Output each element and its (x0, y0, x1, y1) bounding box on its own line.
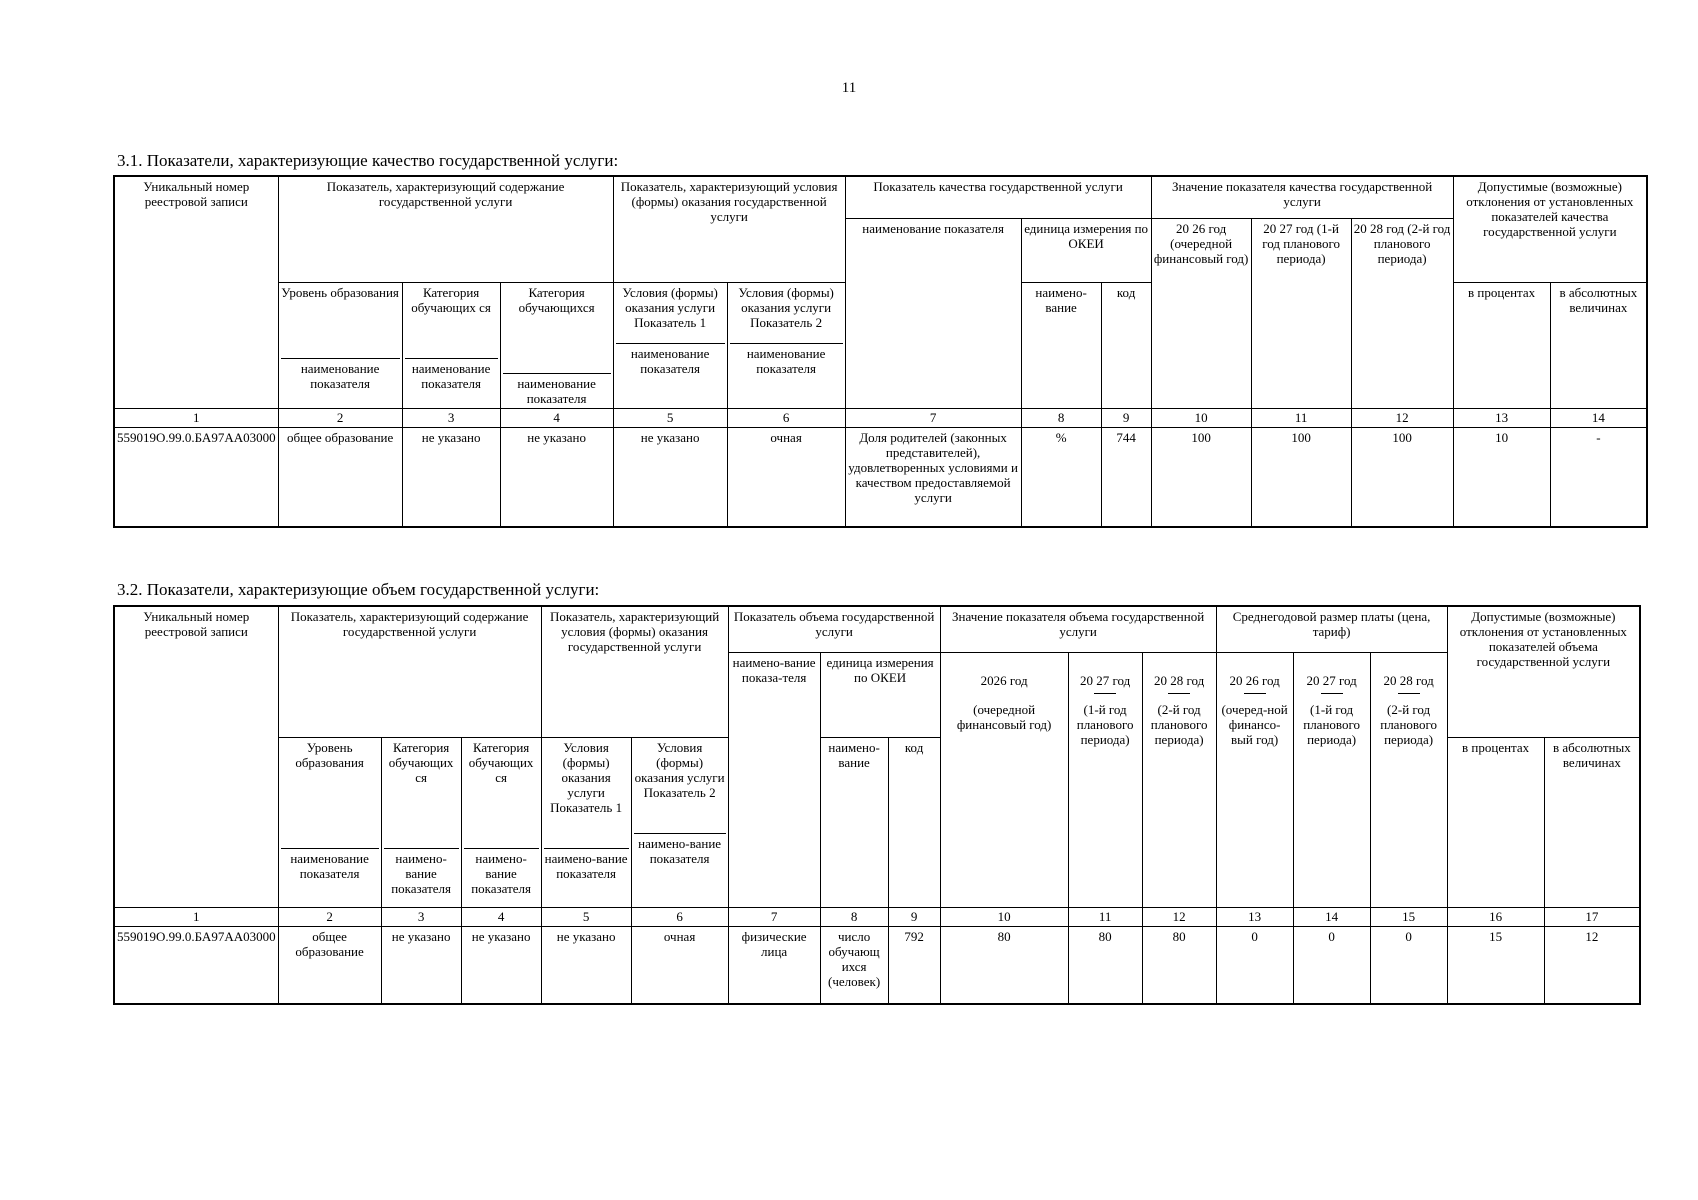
col-number: 5 (613, 408, 727, 427)
cell-deviation-absolute: 12 (1544, 926, 1640, 1004)
header-deviation: Допустимые (возможные) отклонения от установленных показателей качества государственной услуги (1453, 176, 1647, 282)
col-number: 9 (1101, 408, 1151, 427)
header-price-2027-top: 20 27 год (1306, 672, 1357, 688)
sub-condition-1 (613, 282, 727, 408)
cell-education-level: общее образование (278, 427, 402, 527)
header-deviation: Допустимые (возможные) отклонения от установленных показателей объема государственной услуги (1447, 606, 1640, 737)
header-value-2028-bottom: (2-й год планового периода) (1150, 701, 1208, 747)
header-content-indicator: Показатель, характеризующий содержание государственной услуги (278, 606, 541, 737)
header-value-2026 (940, 652, 1068, 907)
col-number: 9 (888, 907, 940, 926)
cell-condition-1: не указано (541, 926, 631, 1004)
cell-value-2028: 100 (1351, 427, 1453, 527)
sub-category-2 (500, 282, 613, 408)
col-number: 6 (727, 408, 845, 427)
sub-condition-2-label: Условия (формы) оказания услуги Показатель 2 (738, 284, 834, 330)
cell-education-level: общее образование (278, 926, 381, 1004)
col-number: 3 (381, 907, 461, 926)
sub-name-label: наимено-вание показателя (544, 848, 629, 881)
header-year-2028: 20 28 год (2-й год планового периода) (1351, 218, 1453, 408)
dash-mark (1398, 693, 1420, 702)
header-price-2028-top: 20 28 год (1383, 672, 1434, 688)
header-volume-indicator: Показатель объема государственной услуги (728, 606, 940, 652)
sub-name-label: наименование показателя (503, 373, 611, 406)
header-conditions-indicator: Показатель, характеризующий условия (формы) оказания государственной услуги (541, 606, 728, 737)
sub-education-level-label: Уровень образования (281, 284, 399, 300)
cell-unit-code: 744 (1101, 427, 1151, 527)
section-2-title: 3.2. Показатели, характеризующие объем государственной услуги: (117, 580, 600, 599)
col-number: 1 (114, 408, 278, 427)
cell-unit-name: число обучающ ихся (человек) (820, 926, 888, 1004)
cell-price-2028: 0 (1370, 926, 1447, 1004)
col-number: 16 (1447, 907, 1544, 926)
cell-deviation-percent: 15 (1447, 926, 1544, 1004)
header-value-2027-top: 20 27 год (1079, 672, 1131, 688)
cell-condition-1: не указано (613, 427, 727, 527)
header-value-2026-bottom: (очередной финансовый год) (956, 701, 1052, 732)
col-number: 17 (1544, 907, 1640, 926)
sub-condition-1-label: Условия (формы) оказания услуги Показатель 1 (550, 739, 623, 815)
header-volume-name: наимено-вание показа-теля (728, 652, 820, 907)
header-year-2026: 20 26 год (очередной финансовый год) (1151, 218, 1251, 408)
sub-category-1-label: Категория обучающих ся (411, 284, 491, 315)
header-conditions-indicator: Показатель, характеризующий условия (формы) оказания государственной услуги (613, 176, 845, 282)
cell-indicator-name: Доля родителей (законных представителей), удовлетворенных условиями и качеством предоставляемой услуги (845, 427, 1021, 527)
cell-price-2026: 0 (1216, 926, 1293, 1004)
col-number: 12 (1142, 907, 1216, 926)
col-number: 11 (1251, 408, 1351, 427)
cell-registry-id: 559019О.99.0.БА97АА03000 (114, 427, 278, 527)
cell-value-2026: 80 (940, 926, 1068, 1004)
sub-category-2-label: Категория обучающихся (518, 284, 595, 315)
sub-condition-1 (541, 737, 631, 907)
header-value-2027 (1068, 652, 1142, 907)
header-unique-number: Уникальный номер реестровой записи (114, 176, 278, 408)
header-price-2028-bottom: (2-й год планового периода) (1380, 701, 1437, 747)
sub-category-2-label: Категория обучающих ся (468, 739, 534, 785)
cell-unit-code: 792 (888, 926, 940, 1004)
sub-name-label: наимено-вание показателя (464, 848, 539, 896)
cell-category-1: не указано (381, 926, 461, 1004)
header-unique-number: Уникальный номер реестровой записи (114, 606, 278, 907)
cell-value-2026: 100 (1151, 427, 1251, 527)
header-price: Среднегодовой размер платы (цена, тариф) (1216, 606, 1447, 652)
sub-category-1 (381, 737, 461, 907)
header-content-indicator: Показатель, характеризующий содержание государственной услуги (278, 176, 613, 282)
sub-education-level (278, 282, 402, 408)
sub-condition-2-label: Условия (формы) оказания услуги Показатель 2 (634, 739, 725, 800)
col-number: 11 (1068, 907, 1142, 926)
sub-name-label: наименование показателя (616, 343, 725, 376)
header-unit-code: код (888, 737, 940, 907)
cell-category-2: не указано (500, 427, 613, 527)
cell-unit-name: % (1021, 427, 1101, 527)
cell-registry-id: 559019О.99.0.БА97АА03000 (114, 926, 278, 1004)
header-quality-indicator: Показатель качества государственной услуги (845, 176, 1151, 218)
sub-condition-2 (727, 282, 845, 408)
col-number: 8 (1021, 408, 1101, 427)
col-number: 10 (940, 907, 1068, 926)
header-price-2026-top: 20 26 год (1229, 672, 1280, 688)
header-year-2027: 20 27 год (1-й год планового периода) (1251, 218, 1351, 408)
cell-deviation-absolute: - (1550, 427, 1647, 527)
col-number: 7 (845, 408, 1021, 427)
section-1-title: 3.1. Показатели, характеризующие качество государственной услуги: (117, 151, 619, 170)
cell-value-2027: 80 (1068, 926, 1142, 1004)
cell-category-2: не указано (461, 926, 541, 1004)
col-number: 13 (1453, 408, 1550, 427)
col-number: 5 (541, 907, 631, 926)
header-unit-name: наимено-вание (1021, 282, 1101, 408)
sub-education-level (278, 737, 381, 907)
sub-name-label: наимено-вание показателя (634, 833, 726, 866)
col-number: 2 (278, 907, 381, 926)
header-unit-okei: единица измерения по ОКЕИ (1021, 218, 1151, 282)
col-number: 3 (402, 408, 500, 427)
sub-condition-2 (631, 737, 728, 907)
header-value-2027-bottom: (1-й год планового периода) (1076, 701, 1134, 747)
header-unit-okei: единица измерения по ОКЕИ (820, 652, 940, 737)
header-price-2027-bottom: (1-й год планового периода) (1303, 701, 1360, 747)
header-value-2028 (1142, 652, 1216, 907)
sub-name-label: наимено-вание показателя (384, 848, 459, 896)
volume-table (113, 605, 1641, 1005)
sub-category-1 (402, 282, 500, 408)
cell-value-2028: 80 (1142, 926, 1216, 1004)
cell-condition-2: очная (631, 926, 728, 1004)
header-price-2027 (1293, 652, 1370, 907)
sub-condition-1-label: Условия (формы) оказания услуги Показатель 1 (622, 284, 718, 330)
sub-name-label: наименование показателя (281, 848, 379, 881)
header-price-2028 (1370, 652, 1447, 907)
cell-category-1: не указано (402, 427, 500, 527)
sub-category-1-label: Категория обучающих ся (388, 739, 454, 785)
col-number: 8 (820, 907, 888, 926)
header-volume-value: Значение показателя объема государственной услуги (940, 606, 1216, 652)
sub-category-2 (461, 737, 541, 907)
sub-education-level-label: Уровень образования (295, 739, 364, 770)
sub-name-label: наименование показателя (405, 358, 498, 391)
dash-mark (1321, 693, 1343, 702)
col-number: 13 (1216, 907, 1293, 926)
col-number: 7 (728, 907, 820, 926)
header-value-2026-top: 2026 год (980, 672, 1028, 688)
header-unit-name: наимено-вание (820, 737, 888, 907)
table-row (114, 926, 1640, 1004)
header-price-2026 (1216, 652, 1293, 907)
header-quality-value: Значение показателя качества государственной услуги (1151, 176, 1453, 218)
col-number: 12 (1351, 408, 1453, 427)
header-value-2028-top: 20 28 год (1153, 672, 1205, 688)
header-percent: в процентах (1453, 282, 1550, 408)
header-absolute: в абсолютных величинах (1550, 282, 1647, 408)
col-number: 14 (1550, 408, 1647, 427)
cell-volume-name: физические лица (728, 926, 820, 1004)
col-number: 1 (114, 907, 278, 926)
col-number: 2 (278, 408, 402, 427)
col-number: 14 (1293, 907, 1370, 926)
cell-price-2027: 0 (1293, 926, 1370, 1004)
col-number: 15 (1370, 907, 1447, 926)
sub-name-label: наименование показателя (730, 343, 843, 376)
col-number: 10 (1151, 408, 1251, 427)
header-percent: в процентах (1447, 737, 1544, 907)
header-price-2026-bottom: (очеред-ной финансо-вый год) (1221, 701, 1288, 747)
header-indicator-name: наименование показателя (845, 218, 1021, 408)
column-number-row (114, 907, 1640, 926)
cell-condition-2: очная (727, 427, 845, 527)
col-number: 6 (631, 907, 728, 926)
column-number-row (114, 408, 1647, 427)
sub-name-label: наименование показателя (281, 358, 400, 391)
dash-mark (1168, 693, 1190, 702)
dash-mark (1094, 693, 1116, 702)
dash-mark (1244, 693, 1266, 702)
header-unit-code: код (1101, 282, 1151, 408)
header-absolute: в абсолютных величинах (1544, 737, 1640, 907)
col-number: 4 (500, 408, 613, 427)
page-number: 11 (841, 80, 857, 96)
table-row (114, 427, 1647, 527)
quality-table (113, 175, 1648, 528)
cell-value-2027: 100 (1251, 427, 1351, 527)
col-number: 4 (461, 907, 541, 926)
cell-deviation-percent: 10 (1453, 427, 1550, 527)
